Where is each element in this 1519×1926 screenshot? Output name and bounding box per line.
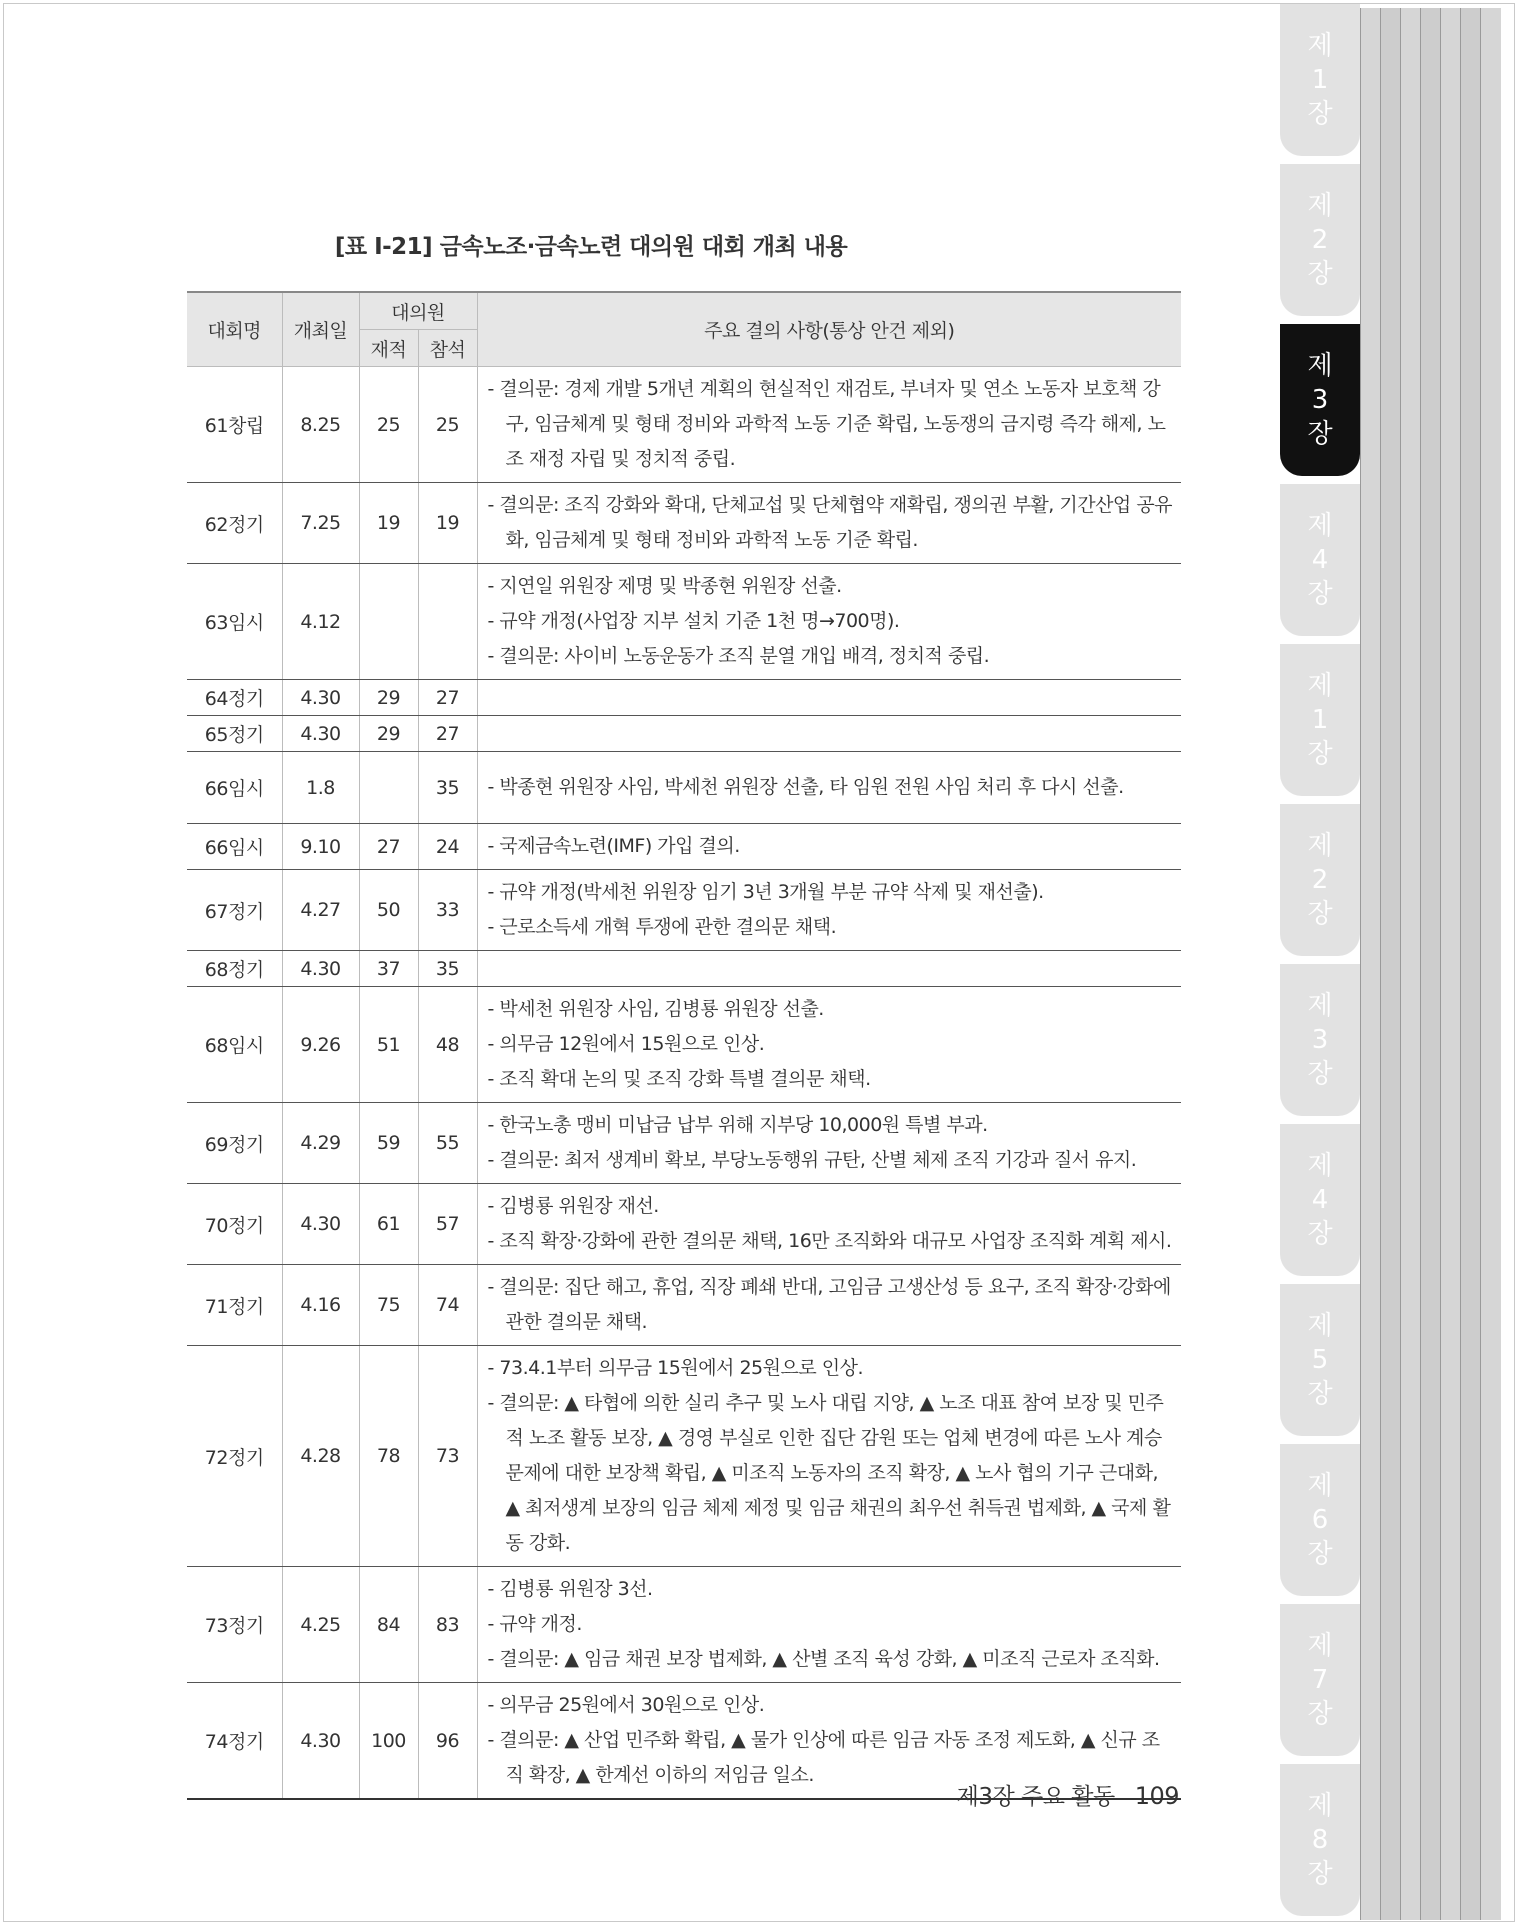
cell-name: 68임시	[187, 987, 282, 1103]
table-row	[187, 564, 1181, 680]
table-row	[187, 1346, 1181, 1567]
table-row	[187, 1103, 1181, 1184]
cell-enrolled: 84	[359, 1567, 418, 1683]
chapter-tab-char: 4	[1311, 545, 1329, 575]
page-sheet	[1480, 8, 1501, 1920]
chapter-tab-char: 4	[1311, 1185, 1329, 1215]
cell-enrolled: 29	[359, 680, 418, 716]
footer-chapter-title: 제3장 주요 활동	[956, 1784, 1115, 1810]
cell-resolutions	[477, 951, 1181, 987]
cell-present: 57	[418, 1184, 477, 1265]
table-row	[187, 367, 1181, 483]
cell-date: 4.30	[282, 1184, 359, 1265]
cell-present: 24	[418, 824, 477, 870]
header-name: 대회명	[187, 292, 282, 367]
table-row	[187, 1184, 1181, 1265]
cell-present: 25	[418, 367, 477, 483]
cell-date: 4.30	[282, 716, 359, 752]
cell-name: 62정기	[187, 483, 282, 564]
resolution-item: - 지연일 위원장 제명 및 박종현 위원장 선출.	[487, 575, 842, 597]
resolution-item: - 규약 개정(박세천 위원장 임기 3년 3개월 부분 규약 삭제 및 재선출).	[487, 881, 1044, 903]
cell-date: 4.30	[282, 951, 359, 987]
cell-present	[418, 564, 477, 680]
chapter-tab[interactable]	[1280, 804, 1360, 956]
cell-date: 4.12	[282, 564, 359, 680]
resolution-item: - 국제금속노련(IMF) 가입 결의.	[487, 835, 740, 857]
cell-resolutions	[477, 1346, 1181, 1567]
cell-name: 73정기	[187, 1567, 282, 1683]
chapter-tab-char: 제	[1307, 671, 1333, 701]
resolution-item: - 결의문: 경제 개발 5개년 계획의 현실적인 재검토, 부녀자 및 연소 노동자 보호책 강구, 임금체계 및 형태 정비와 과학적 노동 기준 확립, 노동쟁의 금지령 즉각 해제, 노조 재정 자립 및 정치적 중립.	[487, 378, 1166, 470]
cell-enrolled: 27	[359, 824, 418, 870]
chapter-tab-char: 1	[1311, 705, 1329, 735]
header-resolutions: 주요 결의 사항(통상 안건 제외)	[477, 292, 1181, 367]
resolution-item: - 김병룡 위원장 재선.	[487, 1195, 659, 1217]
cell-resolutions	[477, 870, 1181, 951]
chapter-tab[interactable]	[1280, 1284, 1360, 1436]
cell-enrolled: 59	[359, 1103, 418, 1184]
cell-resolutions	[477, 1184, 1181, 1265]
resolution-item: - 규약 개정(사업장 지부 설치 기준 1천 명→700명).	[487, 610, 900, 632]
page-sheet	[1420, 8, 1441, 1920]
chapter-tab-char: 장	[1307, 1699, 1333, 1729]
table-row	[187, 870, 1181, 951]
cell-enrolled: 100	[359, 1683, 418, 1800]
cell-name: 72정기	[187, 1346, 282, 1567]
cell-present: 27	[418, 716, 477, 752]
cell-name: 63임시	[187, 564, 282, 680]
chapter-tab-char: 장	[1307, 899, 1333, 929]
table-row	[187, 716, 1181, 752]
resolution-item: - 73.4.1부터 의무금 15원에서 25원으로 인상.	[487, 1357, 863, 1379]
page-sheet	[1460, 8, 1481, 1920]
cell-name: 68정기	[187, 951, 282, 987]
resolution-item: - 결의문: ▲ 타협에 의한 실리 추구 및 노사 대립 지양, ▲ 노조 대표 참여 보장 및 민주적 노조 활동 보장, ▲ 경영 부실로 인한 집단 감원 또는 업체 변경에 따른 노사 계승 문제에 대한 보장책 확립, ▲ 미조직 노동자의 조직 확장, ▲ 노사 협의 기구 근대화, ▲ 최저생계 보장의 임금 체제 제정 및 임금 채권의 최우선 취득권 법제화, ▲ 국제 활동 강화.	[487, 1392, 1171, 1554]
resolution-item: - 결의문: 집단 해고, 휴업, 직장 폐쇄 반대, 고임금 고생산성 등 요구, 조직 확장·강화에 관한 결의문 채택.	[487, 1276, 1171, 1333]
resolution-item: - 결의문: 사이비 노동운동가 조직 분열 개입 배격, 정치적 중립.	[487, 645, 990, 667]
resolution-item: - 의무금 25원에서 30원으로 인상.	[487, 1694, 765, 1716]
table-row	[187, 680, 1181, 716]
chapter-tab[interactable]	[1280, 1124, 1360, 1276]
header-present: 참석	[418, 330, 477, 367]
chapter-tab-char: 장	[1307, 739, 1333, 769]
chapter-tab-char: 제	[1307, 1631, 1333, 1661]
cell-enrolled: 51	[359, 987, 418, 1103]
chapter-tab-char: 제	[1307, 351, 1333, 381]
cell-date: 1.8	[282, 752, 359, 824]
chapter-tab-char: 제	[1307, 831, 1333, 861]
table-row	[187, 824, 1181, 870]
cell-resolutions	[477, 824, 1181, 870]
chapter-tab-char: 제	[1307, 511, 1333, 541]
cell-name: 69정기	[187, 1103, 282, 1184]
cell-resolutions	[477, 564, 1181, 680]
chapter-tab-char: 장	[1307, 1379, 1333, 1409]
chapter-tab[interactable]	[1280, 4, 1360, 156]
cell-name: 70정기	[187, 1184, 282, 1265]
cell-enrolled: 78	[359, 1346, 418, 1567]
chapter-tab-char: 제	[1307, 1471, 1333, 1501]
page-sheet	[1440, 8, 1461, 1920]
cell-resolutions	[477, 752, 1181, 824]
resolution-item: - 조직 확장·강화에 관한 결의문 채택, 16만 조직화와 대규모 사업장 조직화 계획 제시.	[487, 1230, 1172, 1252]
cell-date: 4.29	[282, 1103, 359, 1184]
page-number: 109	[1134, 1782, 1179, 1810]
cell-resolutions	[477, 483, 1181, 564]
resolution-item: - 결의문: 조직 강화와 확대, 단체교섭 및 단체협약 재확립, 쟁의권 부활, 기간산업 공유화, 임금체계 및 형태 정비와 과학적 노동 기준 확립.	[487, 494, 1173, 551]
cell-enrolled: 61	[359, 1184, 418, 1265]
cell-enrolled: 50	[359, 870, 418, 951]
page-edge-stack	[1360, 8, 1510, 1920]
cell-date: 7.25	[282, 483, 359, 564]
chapter-tab-char: 2	[1311, 865, 1329, 895]
chapter-tab-char: 제	[1307, 191, 1333, 221]
cell-name: 66임시	[187, 824, 282, 870]
cell-present: 27	[418, 680, 477, 716]
cell-present: 96	[418, 1683, 477, 1800]
cell-resolutions	[477, 987, 1181, 1103]
cell-date: 4.30	[282, 1683, 359, 1800]
cell-date: 4.25	[282, 1567, 359, 1683]
chapter-tab[interactable]	[1280, 1604, 1360, 1756]
chapter-tab-char: 장	[1307, 1859, 1333, 1889]
chapter-tab-char: 장	[1307, 1059, 1333, 1089]
cell-present: 19	[418, 483, 477, 564]
chapter-tab-char: 2	[1311, 225, 1329, 255]
chapter-tab-char: 장	[1307, 1539, 1333, 1569]
table-row	[187, 987, 1181, 1103]
cell-name: 74정기	[187, 1683, 282, 1800]
resolution-item: - 박종현 위원장 사임, 박세천 위원장 선출, 타 임원 전원 사임 처리 후 다시 선출.	[487, 776, 1124, 798]
cell-resolutions	[477, 367, 1181, 483]
chapter-tab-char: 7	[1311, 1665, 1329, 1695]
chapter-tab-char: 제	[1307, 1311, 1333, 1341]
page-sheet	[1400, 8, 1421, 1920]
cell-date: 4.16	[282, 1265, 359, 1346]
resolution-item: - 결의문: ▲ 임금 채권 보장 법제화, ▲ 산별 조직 육성 강화, ▲ 미조직 근로자 조직화.	[487, 1648, 1160, 1670]
chapter-tab-char: 1	[1311, 65, 1329, 95]
resolution-item: - 김병룡 위원장 3선.	[487, 1578, 653, 1600]
cell-present: 33	[418, 870, 477, 951]
cell-date: 4.30	[282, 680, 359, 716]
cell-present: 48	[418, 987, 477, 1103]
cell-date: 8.25	[282, 367, 359, 483]
cell-enrolled: 29	[359, 716, 418, 752]
table-body	[187, 367, 1181, 1800]
resolution-item: - 결의문: ▲ 산업 민주화 확립, ▲ 물가 인상에 따른 임금 자동 조정 제도화, ▲ 신규 조직 확장, ▲ 한계선 이하의 저임금 일소.	[487, 1729, 1160, 1786]
chapter-tab[interactable]	[1280, 964, 1360, 1116]
chapter-tab[interactable]	[1280, 1444, 1360, 1596]
chapter-tab-char: 3	[1311, 1025, 1329, 1055]
cell-name: 66임시	[187, 752, 282, 824]
cell-present: 83	[418, 1567, 477, 1683]
cell-present: 35	[418, 752, 477, 824]
chapter-tab-char: 5	[1311, 1345, 1329, 1375]
chapter-tab-char: 제	[1307, 991, 1333, 1021]
cell-name: 64정기	[187, 680, 282, 716]
cell-date: 9.26	[282, 987, 359, 1103]
chapter-tab-char: 제	[1307, 31, 1333, 61]
header-delegates: 대의원	[359, 292, 477, 330]
cell-present: 55	[418, 1103, 477, 1184]
cell-resolutions	[477, 1567, 1181, 1683]
cell-enrolled: 19	[359, 483, 418, 564]
cell-present: 35	[418, 951, 477, 987]
cell-present: 73	[418, 1346, 477, 1567]
cell-name: 71정기	[187, 1265, 282, 1346]
resolution-item: - 결의문: 최저 생계비 확보, 부당노동행위 규탄, 산별 체제 조직 기강과 질서 유지.	[487, 1149, 1137, 1171]
table-caption: [표 Ⅰ-21] 금속노조·금속노련 대의원 대회 개최 내용	[334, 234, 848, 260]
cell-name: 61창립	[187, 367, 282, 483]
resolution-item: - 의무금 12원에서 15원으로 인상.	[487, 1033, 765, 1055]
cell-name: 67정기	[187, 870, 282, 951]
delegate-meeting-table	[187, 291, 1181, 1800]
table-row	[187, 951, 1181, 987]
cell-enrolled: 37	[359, 951, 418, 987]
chapter-tab[interactable]	[1280, 164, 1360, 316]
cell-enrolled	[359, 752, 418, 824]
cell-date: 4.28	[282, 1346, 359, 1567]
cell-name: 65정기	[187, 716, 282, 752]
page-footer	[957, 1778, 1179, 1811]
cell-resolutions	[477, 680, 1181, 716]
chapter-tab-char: 장	[1307, 99, 1333, 129]
page-sheet	[1360, 8, 1381, 1920]
resolution-item: - 규약 개정.	[487, 1613, 582, 1635]
table-row	[187, 483, 1181, 564]
page-sheet	[1380, 8, 1401, 1920]
chapter-tab-char: 장	[1307, 419, 1333, 449]
table-row	[187, 1567, 1181, 1683]
header-enrolled: 재적	[359, 330, 418, 367]
chapter-tab[interactable]	[1280, 484, 1360, 636]
cell-enrolled: 25	[359, 367, 418, 483]
chapter-tab[interactable]	[1280, 1764, 1360, 1916]
table-row	[187, 752, 1181, 824]
chapter-tab-char: 8	[1311, 1825, 1329, 1855]
chapter-tab-char: 6	[1311, 1505, 1329, 1535]
chapter-tab-char: 장	[1307, 579, 1333, 609]
resolution-item: - 한국노총 맹비 미납금 납부 위해 지부당 10,000원 특별 부과.	[487, 1114, 988, 1136]
resolution-item: - 박세천 위원장 사임, 김병룡 위원장 선출.	[487, 998, 824, 1020]
chapter-tab[interactable]	[1280, 644, 1360, 796]
chapter-tab-char: 3	[1311, 385, 1329, 415]
cell-resolutions	[477, 1265, 1181, 1346]
chapter-tab-char: 장	[1307, 259, 1333, 289]
chapter-tab-char: 장	[1307, 1219, 1333, 1249]
resolution-item: - 근로소득세 개혁 투쟁에 관한 결의문 채택.	[487, 916, 837, 938]
chapter-tab[interactable]	[1280, 324, 1360, 476]
resolution-item: - 조직 확대 논의 및 조직 강화 특별 결의문 채택.	[487, 1068, 871, 1090]
cell-resolutions	[477, 1103, 1181, 1184]
cell-date: 9.10	[282, 824, 359, 870]
table-row	[187, 1265, 1181, 1346]
cell-present: 74	[418, 1265, 477, 1346]
chapter-tab-char: 제	[1307, 1151, 1333, 1181]
chapter-tab-char: 제	[1307, 1791, 1333, 1821]
cell-resolutions	[477, 716, 1181, 752]
cell-enrolled	[359, 564, 418, 680]
header-date: 개최일	[282, 292, 359, 367]
cell-enrolled: 75	[359, 1265, 418, 1346]
cell-date: 4.27	[282, 870, 359, 951]
